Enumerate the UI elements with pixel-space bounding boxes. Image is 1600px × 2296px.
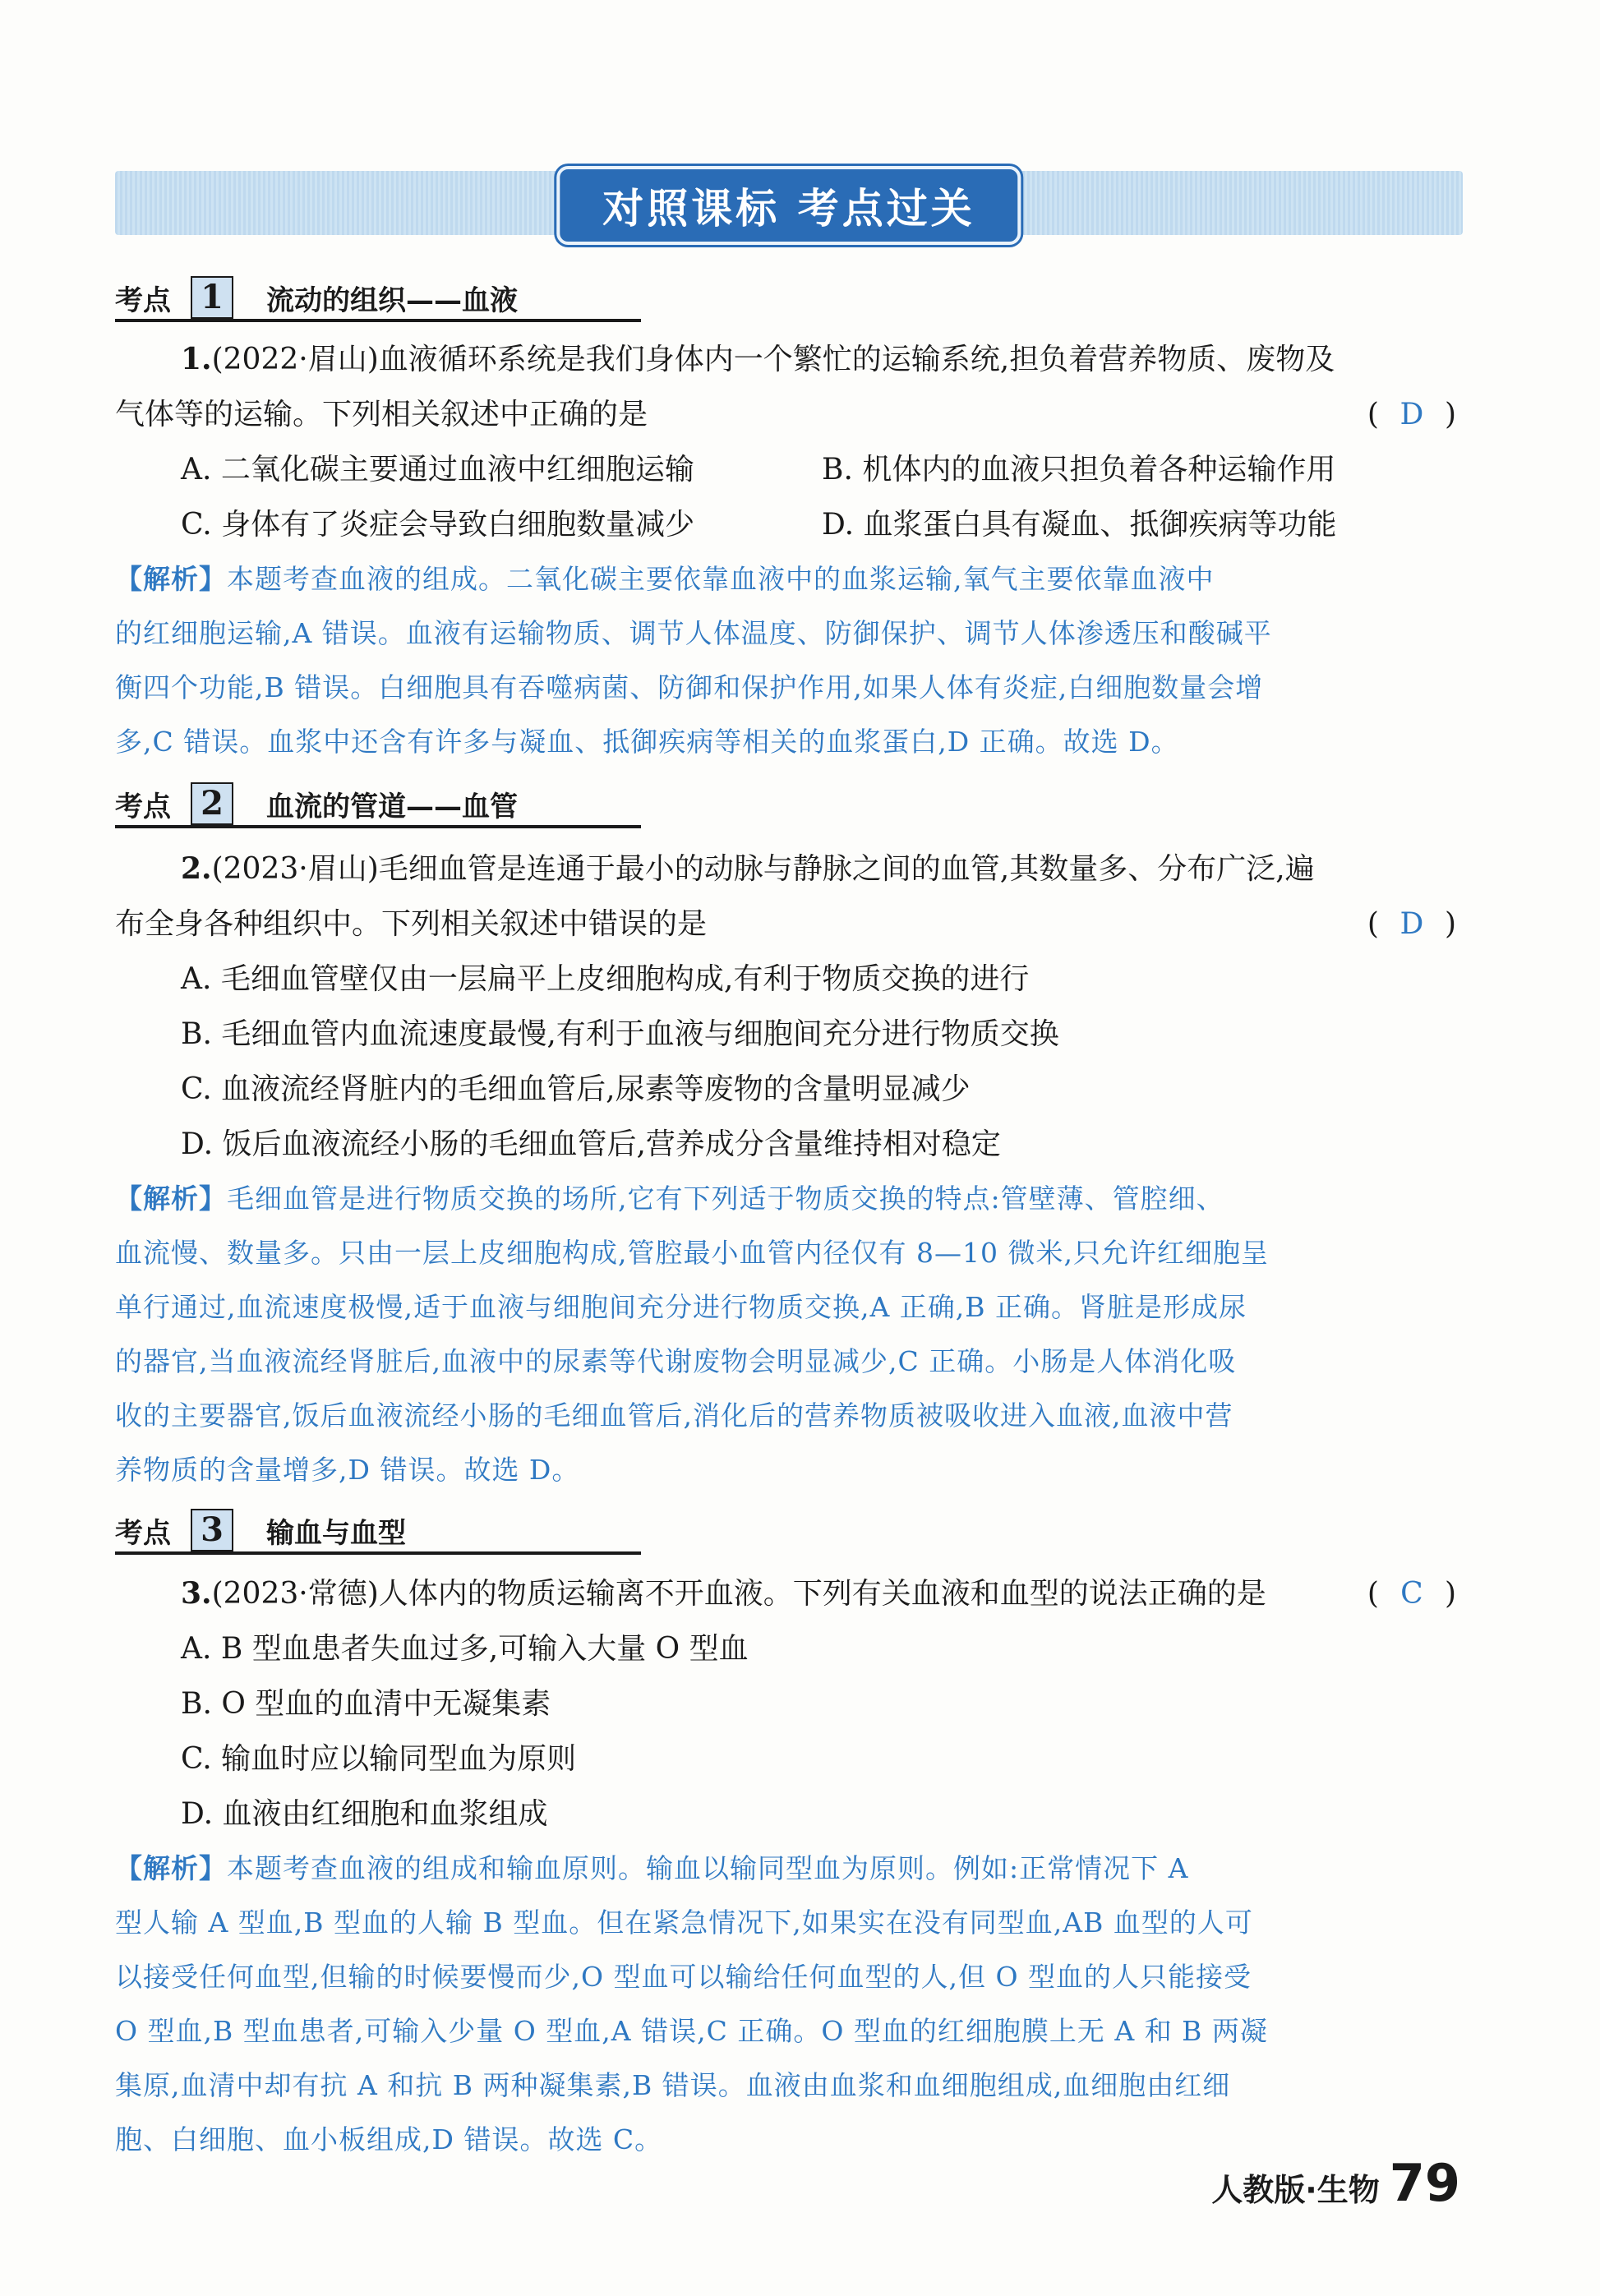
answer-bracket: ( D ) xyxy=(1367,387,1456,442)
analysis-tag: 【解析】 xyxy=(115,1183,227,1215)
question-text: (2023·常德)人体内的物质运输离不开血液。下列有关血液和血型的说法正确的是 xyxy=(211,1577,1266,1611)
analysis-line: 单行通过,血流速度极慢,适于血液与细胞间充分进行物质交换,A 正确,B 正确。肾脏是形成尿 xyxy=(115,1291,1247,1323)
option-d: D. 饭后血液流经小肠的毛细血管后,营养成分含量维持相对稳定 xyxy=(181,1127,1001,1161)
option-c: C. 血液流经肾脏内的毛细血管后,尿素等废物的含量明显减少 xyxy=(181,1072,971,1106)
question-1 xyxy=(115,332,1463,769)
question-number: 3. xyxy=(181,1576,212,1611)
section-head-3 xyxy=(115,1509,641,1555)
section-number: 3 xyxy=(191,1509,233,1551)
question-text: (2023·眉山)毛细血管是连通于最小的动脉与静脉之间的血管,其数量多、分布广泛,遍 xyxy=(211,852,1315,886)
analysis-line: 以接受任何血型,但输的时候要慢而少,O 型血可以输给任何血型的人,但 O 型血的人只能接受 xyxy=(115,1961,1252,1993)
option-d: D. 血浆蛋白具有凝血、抵御疾病等功能 xyxy=(822,508,1337,542)
option-d: D. 血液由红细胞和血浆组成 xyxy=(181,1797,548,1831)
analysis-line: 集原,血清中却有抗 A 和抗 B 两种凝集素,B 错误。血液由血浆和血细胞组成,血细胞由红细 xyxy=(115,2069,1231,2101)
section-title: 血流的管道——血管 xyxy=(266,790,518,823)
question-stem-line xyxy=(115,332,1463,387)
section-title: 流动的组织——血液 xyxy=(266,284,518,317)
question-text: (2022·眉山)血液循环系统是我们身体内一个繁忙的运输系统,担负着营养物质、废物及 xyxy=(211,343,1335,376)
section-label: 考点 xyxy=(115,1516,171,1550)
section-label: 考点 xyxy=(115,790,171,823)
analysis-tag: 【解析】 xyxy=(115,1852,227,1884)
answer-bracket: ( C ) xyxy=(1367,1566,1456,1621)
analysis-line: 血流慢、数量多。只由一层上皮细胞构成,管腔最小血管内径仅有 8—10 微米,只允许红细胞呈 xyxy=(115,1237,1269,1269)
analysis-line: 本题考查血液的组成和输血原则。输血以输同型血为原则。例如:正常情况下 A xyxy=(227,1852,1189,1884)
question-stem-line xyxy=(115,387,1463,442)
option-a: A. 毛细血管壁仅由一层扁平上皮细胞构成,有利于物质交换的进行 xyxy=(181,962,1030,996)
section-number: 2 xyxy=(191,782,233,825)
option-c: C. 身体有了炎症会导致白细胞数量减少 xyxy=(181,508,695,542)
section-number: 1 xyxy=(191,276,233,319)
analysis-line: 胞、白细胞、血小板组成,D 错误。故选 C。 xyxy=(115,2123,663,2155)
section-label: 考点 xyxy=(115,284,171,317)
option-a: A. B 型血患者失血过多,可输入大量 O 型血 xyxy=(181,1632,749,1666)
analysis-line: 多,C 错误。血浆中还含有许多与凝血、抵御疾病等相关的血浆蛋白,D 正确。故选 D。 xyxy=(115,726,1179,758)
analysis-line: 型人输 A 型血,B 型血的人输 B 型血。但在紧急情况下,如果实在没有同型血,AB 血型的人可 xyxy=(115,1906,1253,1939)
analysis-line: 的器官,当血液流经肾脏后,血液中的尿素等代谢废物会明显减少,C 正确。小肠是人体消化吸 xyxy=(115,1345,1237,1377)
question-stem-line xyxy=(115,1566,1463,1621)
question-stem-line xyxy=(115,841,1463,897)
analysis-line: 收的主要器官,饭后血液流经小肠的毛细血管后,消化后的营养物质被吸收进入血液,血液中营 xyxy=(115,1399,1233,1432)
answer-letter: C xyxy=(1400,1577,1423,1611)
option-c: C. 输血时应以输同型血为原则 xyxy=(181,1742,577,1776)
option-b: B. 机体内的血液只担负着各种运输作用 xyxy=(822,453,1336,486)
analysis xyxy=(115,1842,1463,2167)
section-head-2 xyxy=(115,782,641,828)
question-3 xyxy=(115,1566,1463,2167)
question-stem-line xyxy=(115,897,1463,952)
option-a: A. 二氧化碳主要通过血液中红细胞运输 xyxy=(181,453,694,486)
banner-title: 对照课标 考点过关 xyxy=(556,166,1021,245)
option-b: B. O 型血的血清中无凝集素 xyxy=(181,1687,551,1721)
analysis xyxy=(115,1172,1463,1497)
analysis-tag: 【解析】 xyxy=(115,563,227,595)
section-title: 输血与血型 xyxy=(266,1516,406,1550)
analysis-line: 衡四个功能,B 错误。白细胞具有吞噬病菌、防御和保护作用,如果人体有炎症,白细胞数量会增 xyxy=(115,671,1264,703)
section-head-1 xyxy=(115,276,641,322)
page-number: 79 xyxy=(1389,2153,1460,2213)
question-2 xyxy=(115,841,1463,1497)
edition-label: 人教版·生物 xyxy=(1211,2172,1380,2208)
answer-letter: D xyxy=(1399,398,1424,431)
section-banner xyxy=(115,171,1463,235)
question-number: 1. xyxy=(181,342,212,376)
option-b: B. 毛细血管内血流速度最慢,有利于血液与细胞间充分进行物质交换 xyxy=(181,1017,1059,1051)
analysis-line: 本题考查血液的组成。二氧化碳主要依靠血液中的血浆运输,氧气主要依靠血液中 xyxy=(227,563,1215,595)
analysis-line: 的红细胞运输,A 错误。血液有运输物质、调节人体温度、防御保护、调节人体渗透压和酸碱平 xyxy=(115,617,1272,649)
analysis xyxy=(115,552,1463,769)
page-footer xyxy=(1211,2153,1460,2213)
analysis-line: 毛细血管是进行物质交换的场所,它有下列适于物质交换的特点:管壁薄、管腔细、 xyxy=(227,1183,1224,1215)
analysis-line: 养物质的含量增多,D 错误。故选 D。 xyxy=(115,1454,580,1486)
analysis-line: O 型血,B 型血患者,可输入少量 O 型血,A 错误,C 正确。O 型血的红细胞膜上无 A 和 B 两凝 xyxy=(115,2015,1268,2047)
question-text: 布全身各种组织中。下列相关叙述中错误的是 xyxy=(115,907,708,941)
question-number: 2. xyxy=(181,851,212,886)
question-text: 气体等的运输。下列相关叙述中正确的是 xyxy=(115,398,648,431)
answer-bracket: ( D ) xyxy=(1367,897,1456,952)
answer-letter: D xyxy=(1399,907,1424,941)
